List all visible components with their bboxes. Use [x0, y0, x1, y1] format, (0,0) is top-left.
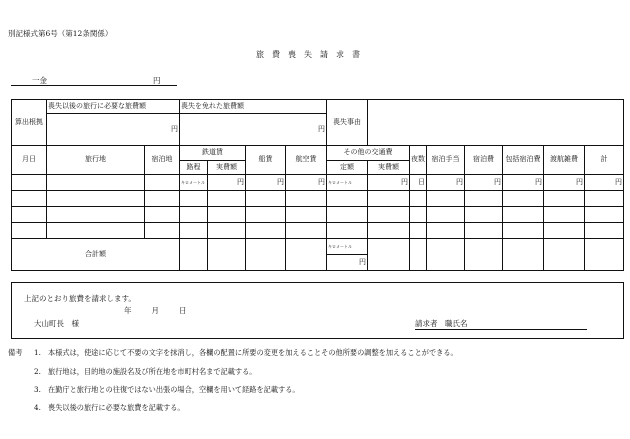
km-unit: キロメートル — [328, 179, 352, 185]
col-stay-allowance: 宿泊手当 — [427, 146, 465, 175]
avoided-fare-yen[interactable]: 円 — [180, 114, 327, 146]
km-unit: キロメートル — [181, 179, 205, 185]
col-rail-route: 路程 — [180, 161, 208, 175]
col-misc: 渡航雑費 — [544, 146, 585, 175]
request-section — [11, 282, 624, 339]
table-row — [12, 207, 624, 223]
table-row — [12, 223, 624, 239]
loss-reason-field[interactable] — [368, 100, 624, 146]
col-other: その他の交通費 — [327, 146, 410, 161]
subtotal-label: 合計額 — [12, 239, 180, 271]
col-rail: 鉄道賃 — [180, 146, 246, 161]
col-date: 月日 — [12, 146, 47, 175]
request-text: 上記のとおり旅費を請求します。 — [24, 294, 136, 303]
note-4: 4. 喪失以後の旅行に必要な旅費を記載する。 — [34, 403, 185, 412]
subtotal-yen[interactable]: 円 — [327, 255, 368, 271]
col-other-actual: 実費額 — [368, 161, 410, 175]
col-lodging: 宿泊地 — [145, 146, 180, 175]
table-row: キロメートル 円 円 円 キロメートル 円 日 円 円 円 円 円 — [12, 175, 624, 191]
col-rail-actual: 実費額 — [208, 161, 246, 175]
table-row — [12, 191, 624, 207]
km-unit: キロメートル — [328, 243, 352, 249]
subtotal-row — [12, 239, 624, 255]
required-fare-label: 喪失以後の旅行に必要な旅費額 — [47, 100, 180, 114]
required-fare-yen[interactable]: 円 — [47, 114, 180, 146]
note-3: 3. 在勤庁と旅行地との往復ではない出張の場合，空欄を用いて経路を記載する。 — [34, 385, 300, 394]
col-place: 旅行地 — [47, 146, 145, 175]
form-reference: 別記様式第6号（第12条関係） — [8, 29, 113, 38]
col-stay-fee: 宿泊費 — [465, 146, 503, 175]
expense-table — [11, 99, 624, 271]
total-amount-yen: 円 — [153, 76, 161, 85]
notes-title: 備考 — [8, 348, 23, 357]
date-line: 年 月 日 — [124, 306, 187, 315]
col-ship: 船賃 — [246, 146, 286, 175]
avoided-fare-label: 喪失を免れた旅費額 — [180, 100, 327, 114]
col-other-fixed: 定額 — [327, 161, 368, 175]
total-amount-label: 一金 — [32, 76, 47, 85]
addressee: 大山町長 様 — [34, 319, 79, 328]
claimant-line[interactable]: 請求者 職氏名 — [415, 318, 587, 330]
total-amount-line — [11, 75, 177, 86]
col-air: 航空賃 — [286, 146, 327, 175]
loss-reason-label: 喪失事由 — [327, 100, 368, 146]
note-1: 1. 本様式は，使途に応じて不要の文字を抹消し，各欄の配置に所要の変更を加えることその他所要の調整を加えることができる。 — [34, 348, 458, 357]
note-2: 2. 旅行地は，目的地の施設名及び所在地を市町村名まで記載する。 — [34, 367, 257, 376]
form-title: 旅 費 喪 失 請 求 書 — [256, 50, 360, 59]
col-package-stay: 包括宿泊費 — [503, 146, 544, 175]
col-total: 計 — [585, 146, 624, 175]
calc-basis-label: 算出根拠 — [12, 100, 47, 146]
col-nights: 夜数 — [410, 146, 427, 175]
